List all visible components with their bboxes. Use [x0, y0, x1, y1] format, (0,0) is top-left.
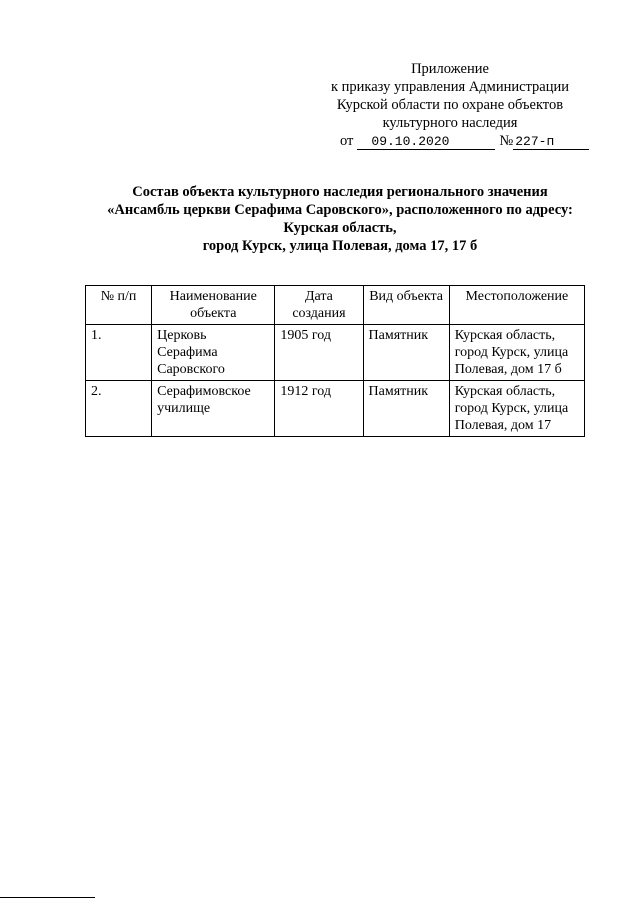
cell-date: 1905 год: [275, 325, 363, 381]
order-number: 227-п: [513, 135, 589, 150]
appendix-title: Приложение: [411, 61, 489, 77]
footnote-separator: [0, 897, 95, 898]
appendix-line: Курской области по охране объектов: [336, 97, 564, 113]
cell-date: 1912 год: [275, 381, 363, 437]
appendix-line: к приказу управления Администрации: [330, 79, 570, 95]
order-number-sign: №: [499, 133, 514, 149]
order-reference: [340, 132, 589, 150]
title-line: город Курск, улица Полевая, дома 17, 17 б: [202, 238, 478, 254]
table-row: [86, 325, 585, 381]
appendix-line: культурного наследия: [382, 115, 518, 131]
title-line: Состав объекта культурного наследия регионального значения: [132, 184, 548, 200]
header-type: Вид объекта: [363, 286, 449, 325]
header-date: Дата создания: [275, 286, 363, 325]
table-row: [86, 381, 585, 437]
cell-type: Памятник: [363, 325, 449, 381]
cell-name: Серафимовское училище: [152, 381, 275, 437]
header-number: № п/п: [86, 286, 152, 325]
document-title: [60, 183, 620, 255]
header-location: Местоположение: [449, 286, 584, 325]
cell-number: 1.: [86, 325, 152, 381]
cell-name: Церковь Серафима Саровского: [152, 325, 275, 381]
cell-location: Курская область, город Курск, улица Полевая, дом 17: [449, 381, 584, 437]
table-header-row: [86, 286, 585, 325]
title-line: «Ансамбль церкви Серафима Саровского», расположенного по адресу:: [107, 202, 573, 218]
cell-type: Памятник: [363, 381, 449, 437]
cell-location: Курская область, город Курск, улица Полевая, дом 17 б: [449, 325, 584, 381]
order-date: 09.10.2020: [357, 135, 495, 150]
objects-table: [85, 285, 585, 437]
order-prefix: от: [340, 133, 354, 149]
header-name: Наименование объекта: [152, 286, 275, 325]
cell-number: 2.: [86, 381, 152, 437]
appendix-header: [300, 60, 600, 132]
title-line: Курская область,: [283, 220, 397, 236]
